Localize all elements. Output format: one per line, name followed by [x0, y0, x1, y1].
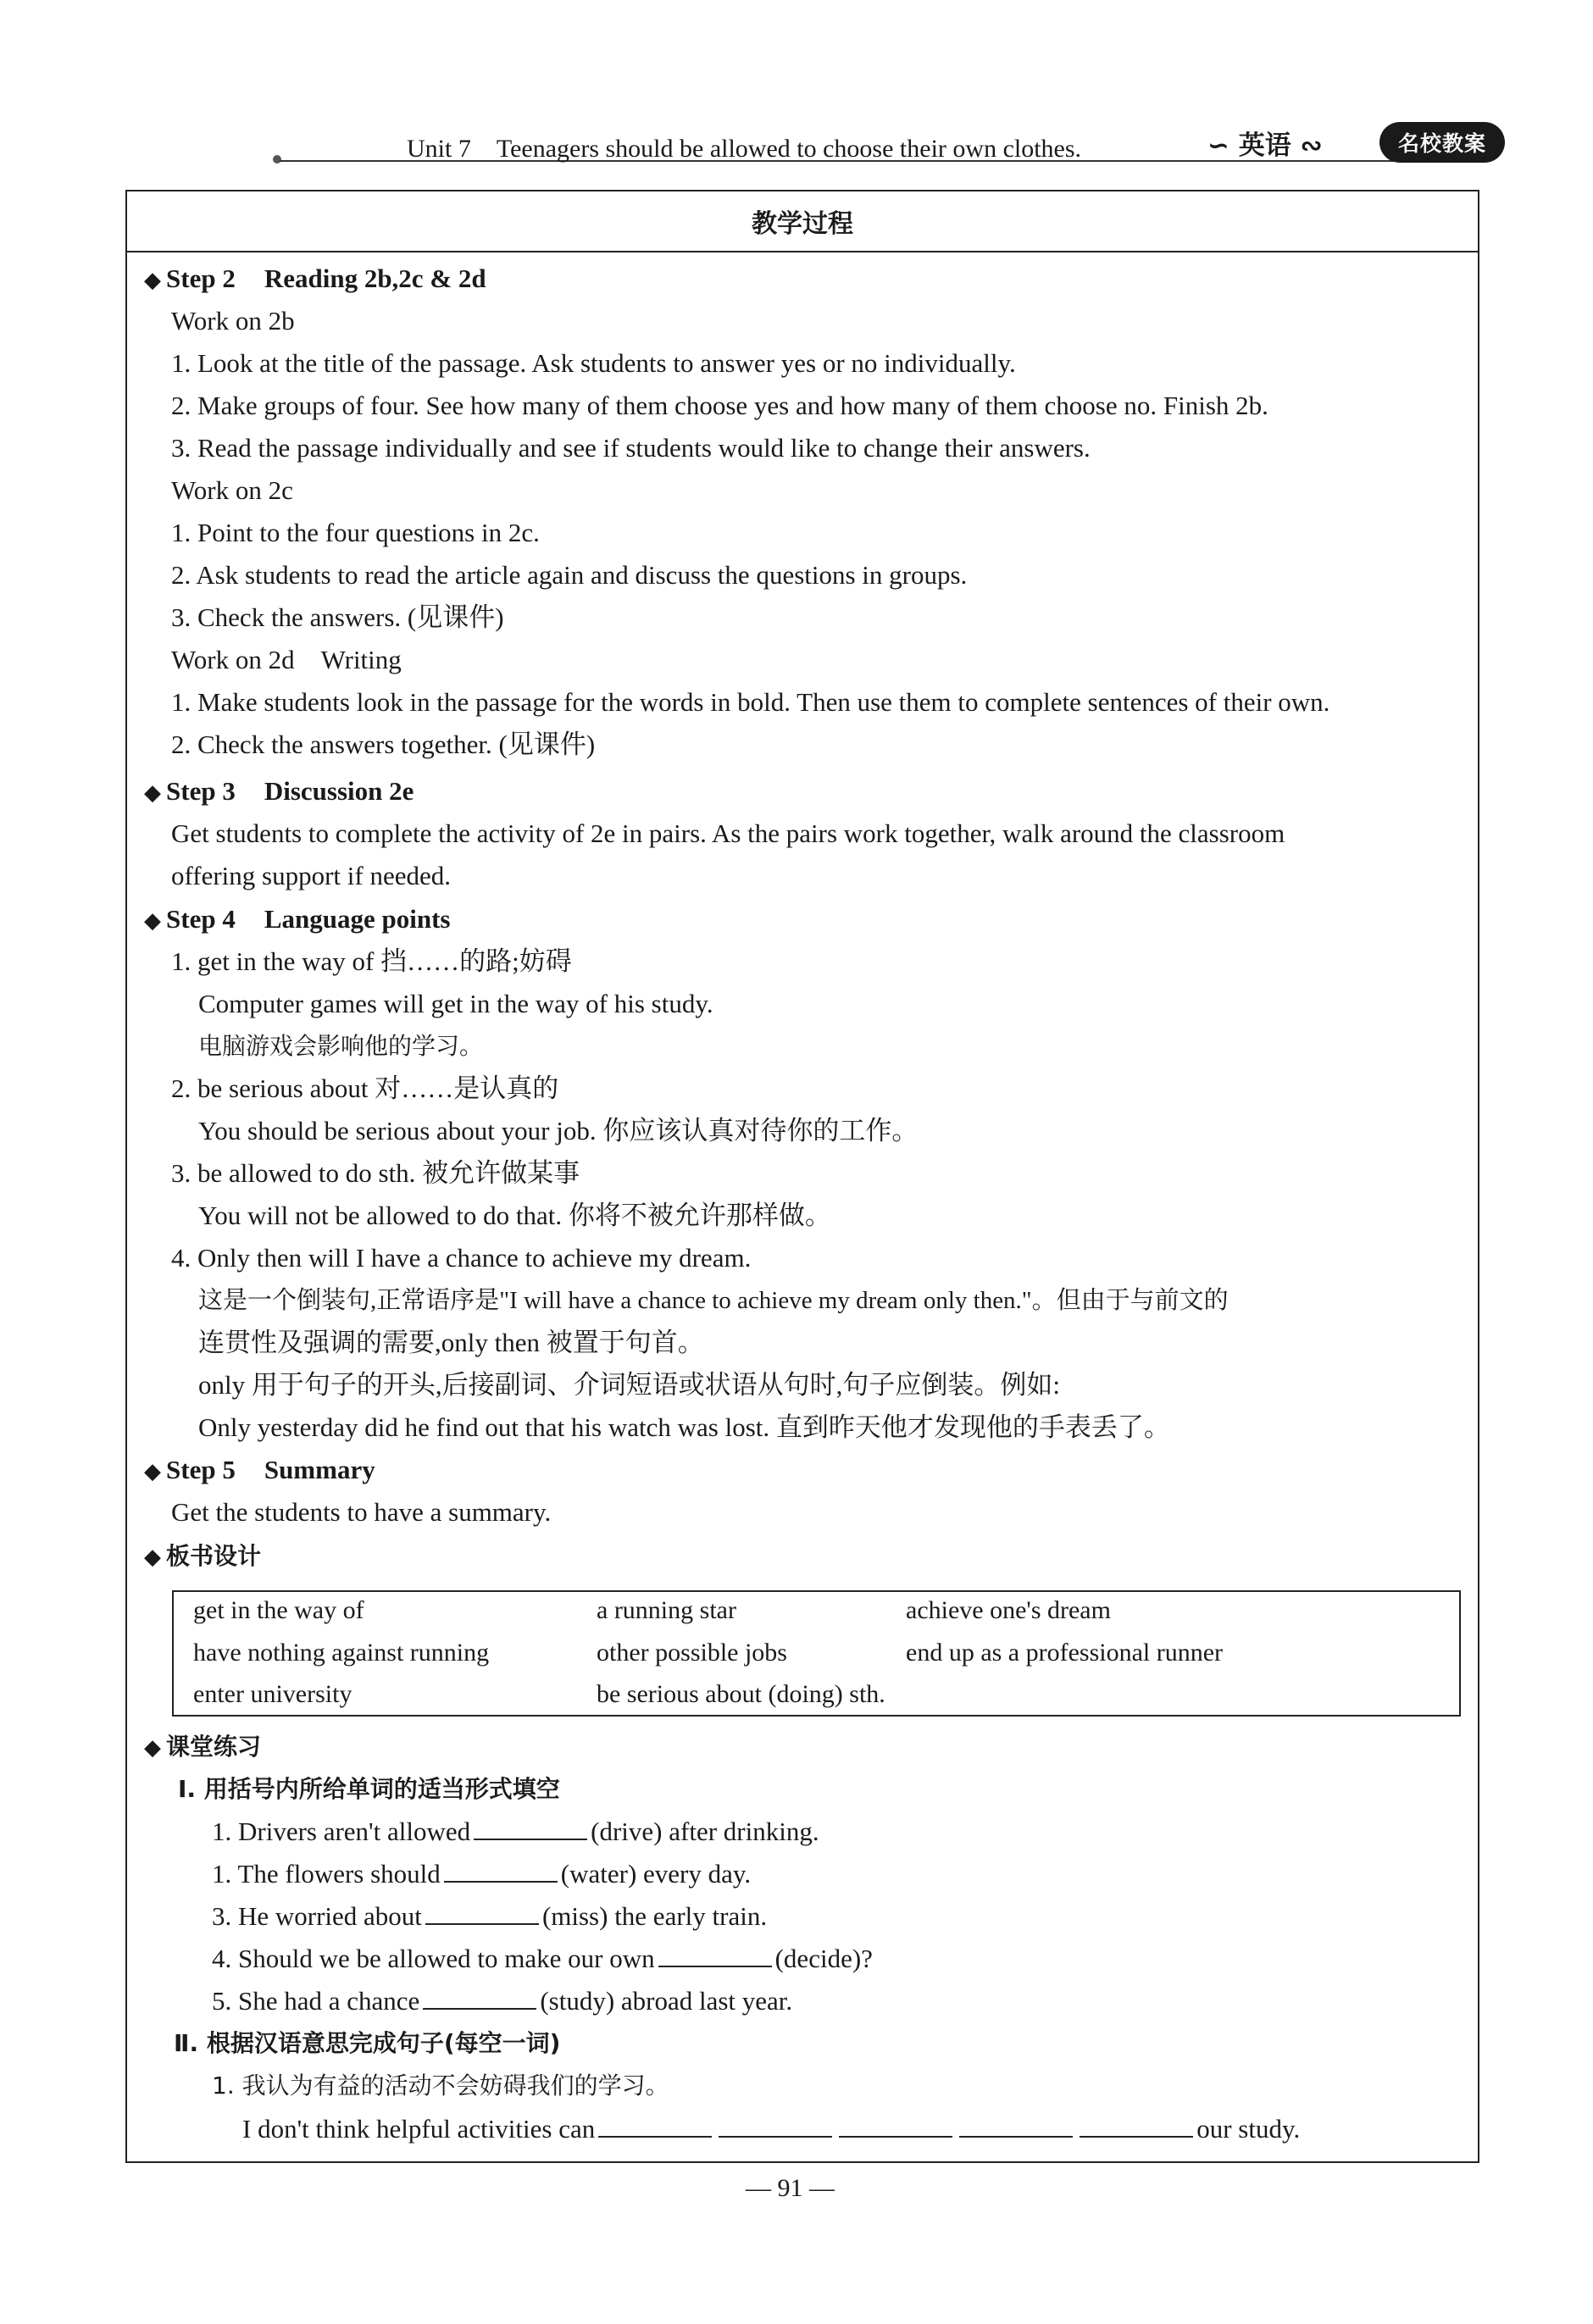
example-sentence: Only yesterday did he find out that his watch was lost. 直到昨天他才发现他的手表丢了。 — [198, 1412, 1170, 1442]
board-cell: end up as a professional runner — [906, 1639, 1224, 1667]
step2-2d-item: 1. Make students look in the passage for the words in bold. Then use them to complete sentences of their own. — [171, 687, 1330, 717]
answer-blank[interactable] — [839, 2114, 952, 2138]
header-dot — [273, 155, 281, 164]
answer-blank[interactable] — [1080, 2114, 1193, 2138]
practice-part1-title: Ⅰ. 用括号内所给单词的适当形式填空 — [178, 1775, 560, 1803]
language-point: 2. be serious about 对……是认真的 — [171, 1073, 559, 1103]
step2-heading: ◆ Step 2 Reading 2b,2c & 2d — [144, 263, 486, 293]
swirl-left-icon: ∽ — [1207, 130, 1239, 161]
diamond-bullet-icon: ◆ — [144, 268, 161, 293]
board-cell: achieve one's dream — [906, 1596, 1111, 1624]
step5-line: Get the students to have a summary. — [171, 1497, 552, 1527]
step5-heading: ◆ Step 5 Summary — [144, 1455, 375, 1484]
page-number: — 91 — — [746, 2174, 835, 2202]
example-sentence: Computer games will get in the way of his study. — [198, 989, 713, 1018]
board-cell: have nothing against running — [193, 1639, 490, 1667]
grammar-note: 连贯性及强调的需要,only then 被置于句首。 — [198, 1328, 704, 1357]
answer-blank[interactable] — [444, 1859, 558, 1883]
series-logo: 名校教案 — [1379, 122, 1505, 163]
grammar-note: 这是一个倒装句,正常语序是"I will have a chance to achieve my dream only then."。但由于与前文的 — [198, 1287, 1229, 1314]
board-design-heading: ◆ 板书设计 — [144, 1542, 262, 1570]
step3-line: Get students to complete the activity of 2e in pairs. As the pairs work together, walk around the classroom — [171, 818, 1285, 848]
step2-2d-item: 2. Check the answers together. (见课件) — [171, 729, 596, 759]
step3-heading: ◆ Step 3 Discussion 2e — [144, 776, 414, 806]
example-sentence: You should be serious about your job. 你应该认真对待你的工作。 — [198, 1116, 919, 1145]
section-title: 教学过程 — [127, 191, 1478, 252]
step2-2b-item: 1. Look at the title of the passage. Ask students to answer yes or no individually. — [171, 348, 1016, 378]
answer-blank[interactable] — [658, 1944, 772, 1967]
fill-in-item: 4. Should we be allowed to make our own (decide)? — [212, 1944, 873, 1973]
language-point: 3. be allowed to do sth. 被允许做某事 — [171, 1158, 580, 1188]
answer-blank[interactable] — [425, 1901, 539, 1925]
board-cell: enter university — [193, 1680, 352, 1708]
answer-blank[interactable] — [719, 2114, 832, 2138]
board-cell: a running star — [597, 1596, 736, 1624]
fill-in-item: 1. Drivers aren't allowed (drive) after drinking. — [212, 1816, 819, 1846]
board-design-table — [172, 1590, 1461, 1717]
practice-heading: ◆ 课堂练习 — [144, 1733, 262, 1761]
practice-part2-title: Ⅱ. 根据汉语意思完成句子(每空一词) — [174, 2029, 561, 2057]
step2-2b-item: 3. Read the passage individually and see if students would like to change their answers. — [171, 433, 1091, 463]
answer-blank[interactable] — [959, 2114, 1073, 2138]
swirl-right-icon: ∾ — [1290, 130, 1323, 161]
translation-prompt: 1. 我认为有益的活动不会妨碍我们的学习。 — [212, 2072, 669, 2099]
diamond-bullet-icon: ◆ — [144, 1545, 161, 1570]
diamond-bullet-icon: ◆ — [144, 1735, 161, 1761]
fill-in-item: 1. The flowers should (water) every day. — [212, 1859, 752, 1889]
grammar-note: only 用于句子的开头,后接副词、介词短语或状语从句时,句子应倒装。例如: — [198, 1370, 1060, 1400]
answer-blank[interactable] — [423, 1986, 536, 2010]
work-2d-label: Work on 2d Writing — [171, 645, 402, 674]
step2-2c-item: 3. Check the answers. (见课件) — [171, 602, 504, 632]
board-cell: be serious about (doing) sth. — [597, 1680, 885, 1708]
step2-2c-item: 2. Ask students to read the article again and discuss the questions in groups. — [171, 560, 968, 590]
step2-2c-item: 1. Point to the four questions in 2c. — [171, 518, 540, 547]
step4-heading: ◆ Step 4 Language points — [144, 904, 451, 934]
unit-title: Unit 7 Teenagers should be allowed to choose their own clothes. — [407, 135, 1082, 163]
diamond-bullet-icon: ◆ — [144, 780, 161, 806]
example-sentence: You will not be allowed to do that. 你将不被允许那样做。 — [198, 1201, 831, 1230]
answer-blank[interactable] — [474, 1816, 587, 1840]
work-2b-label: Work on 2b — [171, 306, 295, 336]
step2-2b-item: 2. Make groups of four. See how many of them choose yes and how many of them choose no. Finish 2b. — [171, 391, 1268, 420]
board-cell: get in the way of — [193, 1596, 364, 1624]
diamond-bullet-icon: ◆ — [144, 1459, 161, 1484]
fill-in-item: 5. She had a chance (study) abroad last year. — [212, 1986, 793, 2016]
language-point: 4. Only then will I have a chance to achieve my dream. — [171, 1243, 752, 1273]
translation-sentence: I don't think helpful activities can our study. — [242, 2114, 1301, 2144]
example-translation: 电脑游戏会影响他的学习。 — [198, 1032, 484, 1060]
diamond-bullet-icon: ◆ — [144, 908, 161, 934]
subject-label: ∽ 英语 ∾ — [1207, 130, 1323, 161]
answer-blank[interactable] — [598, 2114, 712, 2138]
fill-in-item: 3. He worried about (miss) the early train. — [212, 1901, 768, 1931]
work-2c-label: Work on 2c — [171, 475, 293, 505]
language-point: 1. get in the way of 挡……的路;妨碍 — [171, 946, 572, 976]
step3-line: offering support if needed. — [171, 861, 451, 890]
board-cell: other possible jobs — [597, 1639, 787, 1667]
